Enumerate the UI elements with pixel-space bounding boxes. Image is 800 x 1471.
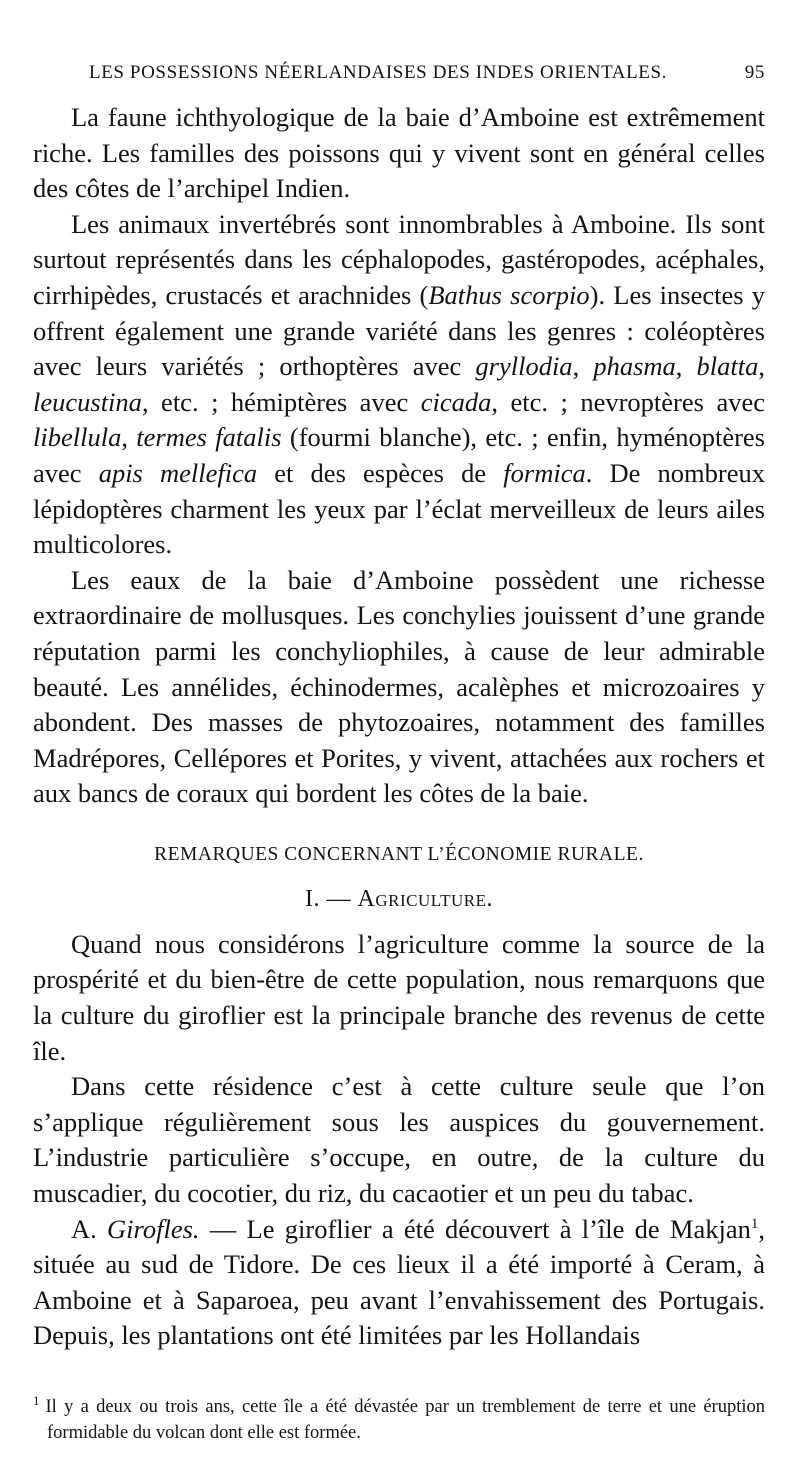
footnote bbox=[33, 1394, 765, 1446]
italic-term: phasma bbox=[593, 351, 676, 382]
paragraph-invertebrates bbox=[33, 207, 765, 563]
text-run: , située au sud de Tidore. De ces lieux il a été importé à Ceram, à Amboine et à Saparoea, peu avant l’envahissement des Portugais. Depuis, les plantations ont été limitées par les Hollandais bbox=[33, 1213, 766, 1351]
footnote-reference[interactable]: 1 bbox=[750, 1215, 759, 1232]
italic-term: Bathus scorpio bbox=[428, 279, 590, 310]
italic-term: cicada bbox=[420, 386, 492, 417]
paragraph-girofles bbox=[33, 1212, 765, 1354]
italic-term: apis mellefica bbox=[98, 457, 258, 488]
subsection-numeral: I. — bbox=[305, 885, 352, 912]
footnotes bbox=[33, 1394, 765, 1446]
footnote-mark: 1 bbox=[33, 1392, 40, 1408]
text-run: , etc. ; nevroptères avec bbox=[491, 386, 765, 417]
text-run: , bbox=[758, 351, 766, 382]
item-label: A. bbox=[71, 1213, 97, 1244]
subsection-title bbox=[33, 886, 765, 913]
italic-term: leucustina bbox=[33, 386, 142, 417]
text-run: (fourmi blanche), etc. ; enfin, hyménoptères avec bbox=[33, 422, 765, 488]
footnote-text: Il y a deux ou trois ans, cette île a été dévastée par un tremblement de terre et une éruption formidable du volcan dont elle est formée. bbox=[45, 1397, 765, 1443]
paragraph-agriculture: Quand nous considérons l’agriculture comme la source de la prospérité et du bien-être de cette population, nous remarquons que la culture du giroflier est la principale branche des revenus de cette île. bbox=[33, 928, 765, 1066]
section-title: REMARQUES CONCERNANT L’ÉCONOMIE RURALE. bbox=[154, 843, 644, 865]
italic-term: termes fatalis bbox=[136, 422, 282, 453]
text-run: Les animaux invertébrés sont innombrables à Amboine. Ils sont surtout représentés dans les céphalopodes, gastéropodes, acéphales, cirrhipèdes, crustacés et arachnides ( bbox=[33, 208, 765, 310]
paragraph-residence: Dans cette résidence c’est à cette culture seule que l’on s’applique régulièrement sous les auspices du gouvernement. L’industrie particulière s’occupe, en outre, de la culture du muscadier, du cocotier, du riz, du cacaotier et un peu du tabac. bbox=[33, 1071, 765, 1209]
paragraph-fauna: La faune ichthyologique de la baie d’Amboine est extrêmement riche. Les familles des poissons qui y vivent sont en général celles des côtes de l’archipel Indien. bbox=[33, 102, 765, 204]
paragraph-molluscs: Les eaux de la baie d’Amboine possèdent une richesse extraordinaire de mollusques. Les conchylies jouissent d’une grande réputation parmi les conchyliophiles, à cause de leur admirable beauté. Les annélides, échinodermes, acalèphes et microzoaires y abondent. Des masses de phytozoaires, notamment des familles Madrépores, Cellépores et Porites, y vivent, attachées aux rochers et aux bancs de coraux qui bordent les côtes de la baie. bbox=[33, 564, 765, 809]
text-run: . De nombreux lépidoptères charment les yeux par l’éclat merveilleux de leurs ailes multicolores. bbox=[33, 457, 765, 560]
text-run: , bbox=[121, 422, 137, 453]
page-number: 95 bbox=[744, 62, 765, 83]
italic-term: libellula bbox=[33, 422, 122, 453]
text-run: et des espèces de bbox=[257, 457, 504, 488]
running-title: LES POSSESSIONS NÉERLANDAISES DES INDES ORIENTALES. bbox=[89, 62, 668, 83]
subsection-name: Agriculture. bbox=[357, 885, 493, 912]
italic-term: formica bbox=[503, 457, 586, 488]
text-run: , bbox=[675, 351, 697, 382]
text-run: , etc. ; hémiptères avec bbox=[141, 386, 421, 417]
italic-term: blatta bbox=[696, 351, 759, 382]
italic-term: gryllodia bbox=[475, 351, 573, 382]
text-run: — Le giroflier a été découvert à l’île de Makjan bbox=[199, 1213, 751, 1244]
text-run: ). Les insectes y offrent également une grande variété dans les genres : coléoptères avec leurs variétés ; orthoptères avec bbox=[33, 279, 765, 382]
item-label-italic: Girofles. bbox=[107, 1213, 200, 1244]
text-run: , bbox=[572, 351, 594, 382]
running-header bbox=[33, 62, 765, 84]
